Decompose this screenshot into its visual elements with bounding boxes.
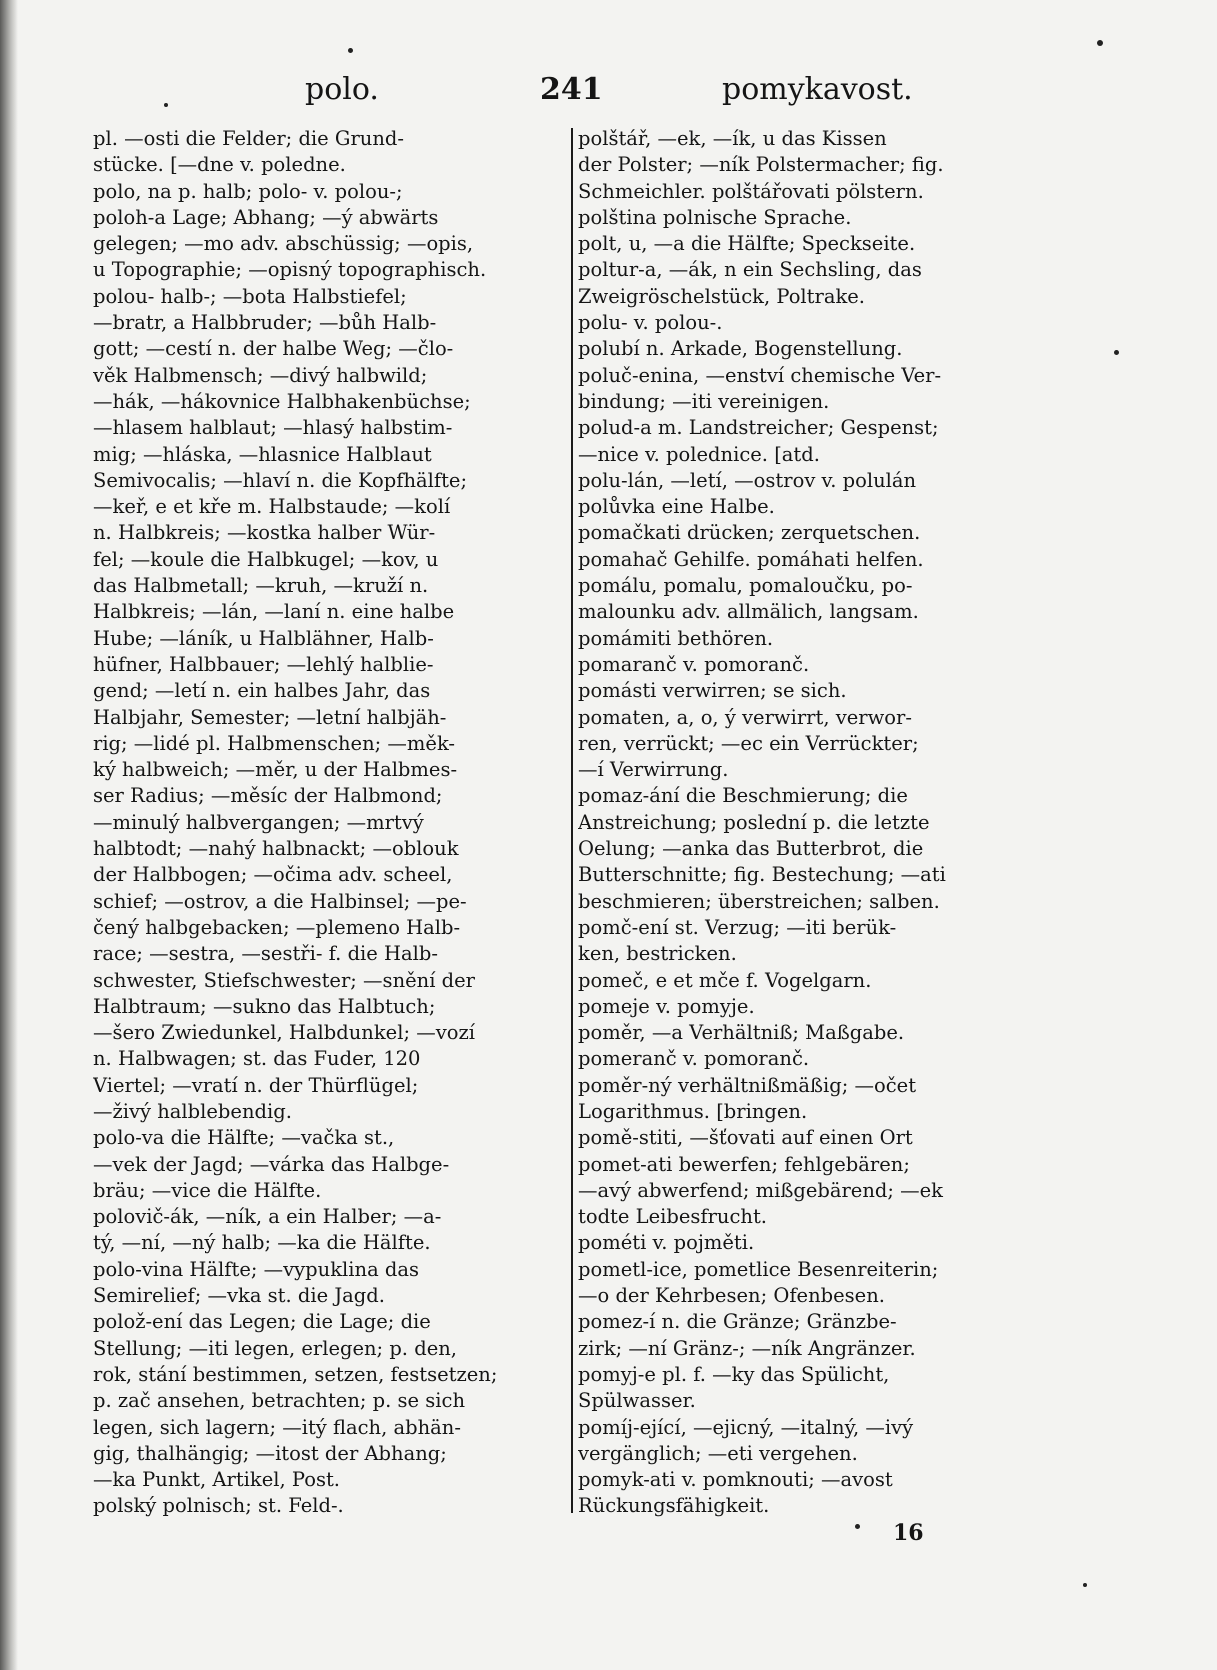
dictionary-line: der Polster; —ník Polstermacher; fig. — [578, 153, 944, 177]
dictionary-line: —nice v. polednice. [atd. — [578, 442, 820, 466]
dictionary-line: malounku adv. allmälich, langsam. — [578, 600, 919, 624]
dictionary-line: pomačkati drücken; zerquetschen. — [578, 521, 921, 545]
dictionary-line: pomaten, a, o, ý verwirrt, verwor- — [578, 705, 912, 729]
dictionary-line: pomásti verwirren; se sich. — [578, 679, 847, 703]
dictionary-line: vergänglich; —eti vergehen. — [578, 1441, 858, 1465]
dictionary-line: —hák, —hákovnice Halbhakenbüchse; — [93, 389, 471, 413]
dictionary-line: Stellung; —iti legen, erlegen; p. den, — [93, 1336, 457, 1360]
dictionary-line: schief; —ostrov, a die Halbinsel; —pe- — [93, 889, 467, 913]
dictionary-line: gelegen; —mo adv. abschüssig; —opis, — [93, 232, 474, 256]
dictionary-line: gig, thalhängig; —itost der Abhang; — [93, 1441, 447, 1465]
dictionary-line: polu-lán, —letí, —ostrov v. polulán — [578, 468, 917, 492]
dictionary-line: pomálu, pomalu, pomaloučku, po- — [578, 574, 913, 598]
dictionary-line: —hlasem halblaut; —hlasý halbstim- — [93, 416, 453, 440]
page-number: 241 — [540, 72, 603, 107]
dictionary-line: rig; —lidé pl. Halbmenschen; —měk- — [93, 731, 456, 755]
dictionary-line: pomez-í n. die Gränze; Gränzbe- — [578, 1310, 897, 1334]
dictionary-line: poměr-ný verhältnißmäßig; —očet — [578, 1073, 917, 1097]
dictionary-line: Anstreichung; poslední p. die letzte — [578, 810, 930, 834]
dictionary-line: stücke. [—dne v. poledne. — [93, 153, 346, 177]
dictionary-line: n. Halbwagen; st. das Fuder, 120 — [93, 1047, 421, 1071]
dictionary-line: tý, —ní, —ný halb; —ka die Hälfte. — [93, 1231, 431, 1255]
dictionary-line: halbtodt; —nahý halbnackt; —oblouk — [93, 837, 459, 861]
dictionary-line: p. zač ansehen, betrachten; p. se sich — [93, 1389, 466, 1413]
dictionary-line: Semivocalis; —hlaví n. die Kopfhälfte; — [93, 468, 468, 492]
dictionary-line: polu- v. polou-. — [578, 311, 723, 335]
dictionary-line: pomeč, e et mče f. Vogelgarn. — [578, 968, 872, 992]
dictionary-line: polou- halb-; —bota Halbstiefel; — [93, 284, 407, 308]
dictionary-line: pometl-ice, pometlice Besenreiterin; — [578, 1257, 939, 1281]
ink-speck — [1114, 350, 1119, 355]
dictionary-line: Zweigröschelstück, Poltrake. — [578, 284, 866, 308]
dictionary-line: hüfner, Halbbauer; —lehlý halblie- — [93, 652, 434, 676]
left-column — [93, 126, 565, 1526]
dictionary-line: legen, sich lagern; —itý flach, abhän- — [93, 1415, 461, 1439]
ink-speck — [1097, 40, 1103, 46]
dictionary-line: n. Halbkreis; —kostka halber Wür- — [93, 521, 436, 545]
dictionary-line: pomaranč v. pomoranč. — [578, 652, 810, 676]
header-left-word: polo. — [305, 72, 379, 107]
signature-mark: 16 — [893, 1520, 924, 1546]
dictionary-line: pomyk-ati v. pomknouti; —avost — [578, 1468, 893, 1492]
dictionary-line: věk Halbmensch; —divý halbwild; — [93, 363, 428, 387]
page-header — [0, 70, 1217, 120]
dictionary-line: —í Verwirrung. — [578, 758, 729, 782]
dictionary-line: Rückungsfähigkeit. — [578, 1494, 770, 1518]
dictionary-line: polovič-ák, —ník, a ein Halber; —a- — [93, 1205, 442, 1229]
dictionary-line: čený halbgebacken; —plemeno Halb- — [93, 915, 461, 939]
dictionary-line: —avý abwerfend; mißgebärend; —ek — [578, 1178, 943, 1202]
dictionary-line: race; —sestra, —sestři- f. die Halb- — [93, 942, 438, 966]
dictionary-line: polo-va die Hälfte; —vačka st., — [93, 1126, 395, 1150]
dictionary-line: poloh-a Lage; Abhang; —ý abwärts — [93, 205, 439, 229]
dictionary-line: —o der Kehrbesen; Ofenbesen. — [578, 1284, 885, 1308]
ink-speck — [1083, 1583, 1087, 1587]
dictionary-line: Hube; —láník, u Halblähner, Halb- — [93, 626, 434, 650]
dictionary-line: polštář, —ek, —ík, u das Kissen — [578, 127, 887, 150]
dictionary-line: ký halbweich; —měr, u der Halbmes- — [93, 758, 458, 782]
dictionary-line: Halbjahr, Semester; —letní halbjäh- — [93, 705, 447, 729]
dictionary-line: pomč-ení st. Verzug; —iti berük- — [578, 915, 897, 939]
dictionary-line: —šero Zwiedunkel, Halbdunkel; —vozí — [93, 1021, 475, 1045]
dictionary-line: todte Leibesfrucht. — [578, 1205, 768, 1229]
dictionary-line: Schmeichler. polštářovati pölstern. — [578, 179, 924, 203]
dictionary-line: polož-ení das Legen; die Lage; die — [93, 1310, 431, 1334]
dictionary-line: poltur-a, —ák, n ein Sechsling, das — [578, 258, 922, 282]
dictionary-line: polský polnisch; st. Feld-. — [93, 1494, 344, 1518]
dictionary-line: rok, stání bestimmen, setzen, festsetzen; — [93, 1362, 498, 1386]
dictionary-line: pomahač Gehilfe. pomáhati helfen. — [578, 547, 924, 571]
dictionary-line: polo-vina Hälfte; —vypuklina das — [93, 1257, 420, 1281]
dictionary-line: pomet-ati bewerfen; fehlgebären; — [578, 1152, 910, 1176]
dictionary-line: pomyj-e pl. f. —ky das Spülicht, — [578, 1362, 890, 1386]
dictionary-line: pomíj-ející, —ejicný, —italný, —ivý — [578, 1415, 914, 1439]
dictionary-line: Halbkreis; —lán, —laní n. eine halbe — [93, 600, 455, 624]
dictionary-line: —bratr, a Halbbruder; —bůh Halb- — [93, 311, 437, 335]
ink-speck — [855, 1524, 860, 1529]
dictionary-line: pométi v. pojměti. — [578, 1231, 755, 1255]
page-edge-shadow — [0, 0, 18, 1670]
dictionary-line: gend; —letí n. ein halbes Jahr, das — [93, 679, 431, 703]
dictionary-line: pomámiti bethören. — [578, 626, 774, 650]
column-divider — [571, 128, 573, 1513]
dictionary-line: polubí n. Arkade, Bogenstellung. — [578, 337, 903, 361]
dictionary-line: bräu; —vice die Hälfte. — [93, 1178, 322, 1202]
dictionary-line: —keř, e et kře m. Halbstaude; —kolí — [93, 495, 451, 519]
dictionary-line: mig; —hláska, —hlasnice Halblaut — [93, 442, 432, 466]
dictionary-line: polo, na p. halb; polo- v. polou-; — [93, 179, 403, 203]
dictionary-line: pomeranč v. pomoranč. — [578, 1047, 810, 1071]
dictionary-line: ken, bestricken. — [578, 942, 737, 966]
dictionary-line: polůvka eine Halbe. — [578, 495, 775, 519]
dictionary-line: bindung; —iti vereinigen. — [578, 389, 830, 413]
dictionary-line: ren, verrückt; —ec ein Verrückter; — [578, 731, 919, 755]
dictionary-line: pomě-stiti, —šťovati auf einen Ort — [578, 1126, 913, 1150]
dictionary-line: poluč-enina, —enství chemische Ver- — [578, 363, 942, 387]
dictionary-line: beschmieren; überstreichen; salben. — [578, 889, 940, 913]
dictionary-line: Oelung; —anka das Butterbrot, die — [578, 837, 924, 861]
dictionary-line: Logarithmus. [bringen. — [578, 1099, 808, 1123]
ink-speck — [348, 48, 353, 53]
dictionary-line: poměr, —a Verhältniß; Maßgabe. — [578, 1021, 905, 1045]
dictionary-line: —živý halblebendig. — [93, 1099, 292, 1123]
dictionary-line: polština polnische Sprache. — [578, 205, 852, 229]
dictionary-line: u Topographie; —opisný topographisch. — [93, 258, 487, 282]
header-right-word: pomykavost. — [722, 72, 913, 107]
dictionary-line: Viertel; —vratí n. der Thürflügel; — [93, 1073, 419, 1097]
dictionary-line: das Halbmetall; —kruh, —kruží n. — [93, 574, 429, 598]
right-column — [578, 126, 1048, 1526]
dictionary-line: Butterschnitte; fig. Bestechung; —ati — [578, 863, 946, 887]
dictionary-line: pomeje v. pomyje. — [578, 994, 755, 1018]
dictionary-line: pl. —osti die Felder; die Grund- — [93, 127, 404, 150]
ink-speck — [164, 103, 168, 107]
dictionary-line: —vek der Jagd; —várka das Halbge- — [93, 1152, 450, 1176]
dictionary-line: —minulý halbvergangen; —mrtvý — [93, 810, 424, 834]
dictionary-line: polud-a m. Landstreicher; Gespenst; — [578, 416, 939, 440]
dictionary-line: Halbtraum; —sukno das Halbtuch; — [93, 994, 436, 1018]
dictionary-line: pomaz-ání die Beschmierung; die — [578, 784, 908, 808]
dictionary-line: Spülwasser. — [578, 1389, 696, 1413]
dictionary-line: zirk; —ní Gränz-; —ník Angränzer. — [578, 1336, 916, 1360]
dictionary-line: fel; —koule die Halbkugel; —kov, u — [93, 547, 439, 571]
dictionary-line: gott; —cestí n. der halbe Weg; —člo- — [93, 337, 454, 361]
dictionary-line: schwester, Stiefschwester; —snění der — [93, 968, 476, 992]
dictionary-line: ser Radius; —měsíc der Halbmond; — [93, 784, 443, 808]
dictionary-line: der Halbbogen; —očima adv. scheel, — [93, 863, 453, 887]
dictionary-line: Semirelief; —vka st. die Jagd. — [93, 1284, 385, 1308]
dictionary-line: polt, u, —a die Hälfte; Speckseite. — [578, 232, 916, 256]
dictionary-line: —ka Punkt, Artikel, Post. — [93, 1468, 341, 1492]
